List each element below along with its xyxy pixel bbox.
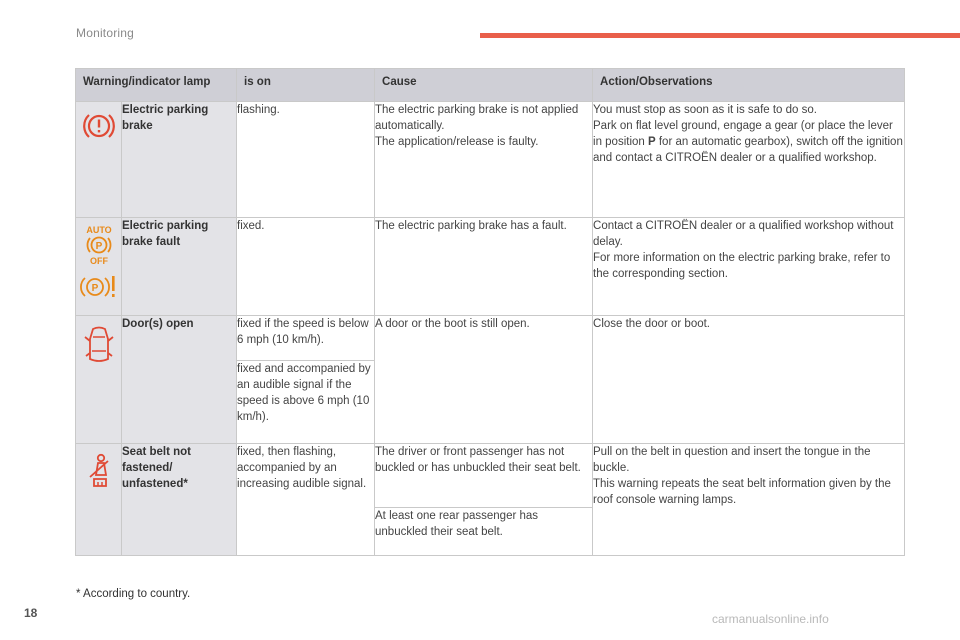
auto-label: AUTO [85,225,112,235]
action-line: Contact a CITROËN dealer or a qualified workshop without delay. [593,220,894,248]
is-on-text: fixed and accompanied by an audible signal if the speed is above 6 mph (10 km/h). [237,361,375,444]
action-text-part: for an automatic gearbox), switch off the ignition and contact a CITROËN dealer or a qualified workshop. [593,136,903,164]
lamp-name: Seat belt not fastened/ unfastened* [122,444,237,556]
column-header-cause: Cause [375,69,593,102]
lamp-icon-cell [76,316,122,444]
action-text [593,218,905,316]
off-label: OFF [89,256,108,266]
is-on-text: fixed if the speed is below 6 mph (10 km/h). [237,316,375,361]
is-on-text: fixed. [237,218,375,316]
is-on-text: fixed, then flashing, accompanied by an increasing audible signal. [237,444,375,556]
lamp-icon-cell [76,218,122,316]
table-row [76,102,905,218]
watermark: carmanualsonline.info [712,612,829,626]
action-text [593,102,905,218]
p-warning-icon [79,273,119,301]
seatbelt-icon [86,453,112,489]
gear-position-p: P [648,136,656,148]
footnote: * According to country. [76,588,191,600]
page-number: 18 [24,606,38,620]
lamp-name: Door(s) open [122,316,237,444]
cause-line: The application/release is faulty. [375,136,539,148]
column-header-action: Action/Observations [593,69,905,102]
cause-text [375,102,593,218]
cause-line: The electric parking brake is not applied automatically. [375,104,579,132]
table-row [76,218,905,316]
lamp-name: Electric parking brake fault [122,218,237,316]
is-on-text: flashing. [237,102,375,218]
brake-exclamation-icon [82,111,116,141]
action-line [593,118,904,166]
column-header-is-on: is on [237,69,375,102]
door-open-icon [84,325,114,365]
action-text [593,444,905,556]
p-label: P [91,283,98,294]
warning-lamp-table [75,68,905,556]
cause-text: At least one rear passenger has unbuckled their seat belt. [375,508,593,556]
table-row [76,316,905,361]
auto-p-off-icon [82,223,116,267]
cause-text: The electric parking brake has a fault. [375,218,593,316]
accent-bar [480,33,960,38]
column-header-lamp: Warning/indicator lamp [76,69,237,102]
cause-text: The driver or front passenger has not buckled or has unbuckled their seat belt. [375,444,593,508]
table-row [76,444,905,508]
action-text-part: Park on flat level ground, engage a gear (or place the lever in position [593,120,893,148]
lamp-icon-cell [76,102,122,218]
action-line: Pull on the belt in question and insert the tongue in the buckle. [593,446,871,474]
table-header-row [76,69,905,102]
section-title: Monitoring [76,26,135,40]
action-line: This warning repeats the seat belt information given by the roof console warning lamps. [593,478,891,506]
lamp-icon-cell [76,444,122,556]
cause-text: A door or the boot is still open. [375,316,593,444]
lamp-name: Electric parking brake [122,102,237,218]
action-line: You must stop as soon as it is safe to do so. [593,104,817,116]
p-label: P [95,241,102,252]
action-text: Close the door or boot. [593,316,905,444]
action-line: For more information on the electric parking brake, refer to the corresponding section. [593,252,891,280]
